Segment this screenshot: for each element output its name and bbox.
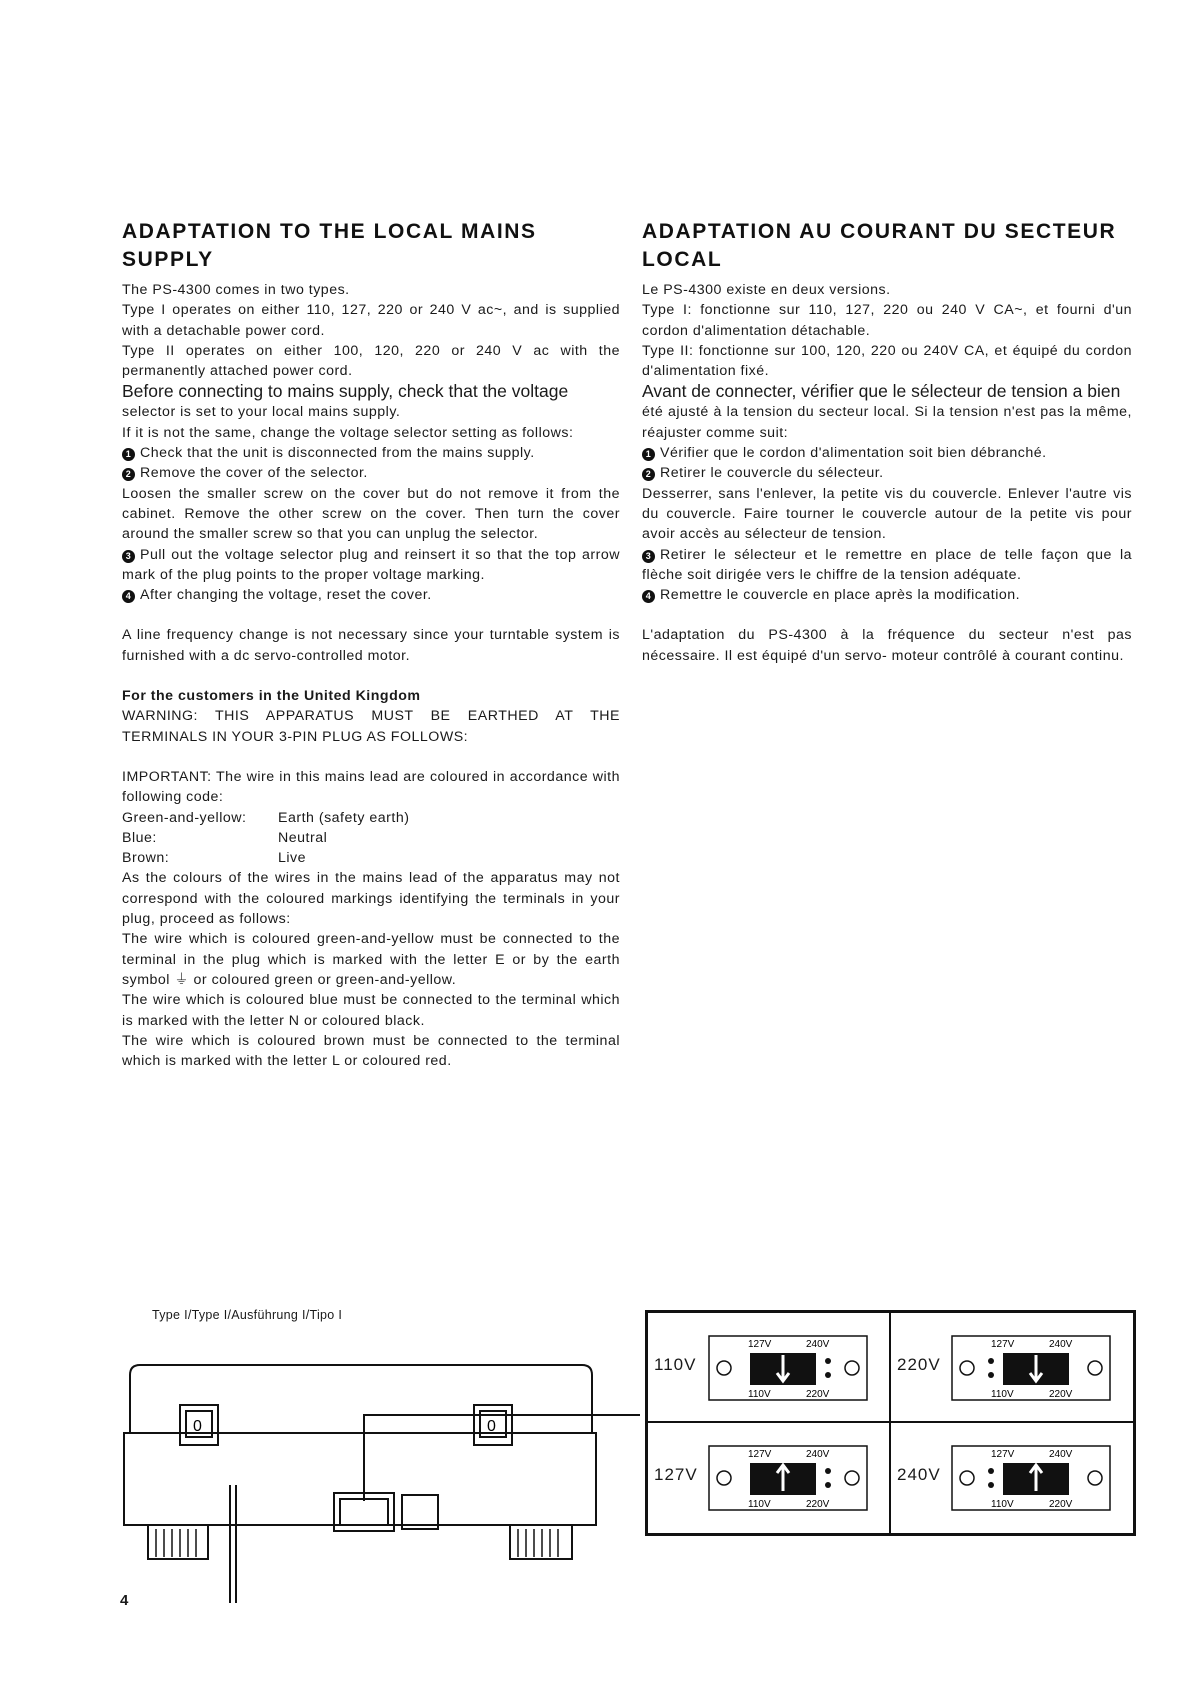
turntable-rear-illustration [120,1355,640,1605]
french-p4: Avant de connecter, vérifier que le sélecteur de tension a bien [642,381,1121,402]
english-p2: Type I operates on either 110, 127, 220 or 240 V ac~, and is supplied with a detachable power cord. [122,302,620,339]
svg-text:240V: 240V [806,1339,830,1350]
step-number-icon: 1 [642,448,655,461]
english-p4: Before connecting to mains supply, check that the voltage [122,381,569,402]
french-step-2b: Desserrer, sans l'enlever, la petite vis du couvercle. Enlever l'autre vis du couvercle. Faire tourner le couvercle autour de la petite vis pour avoir accès au sélecteur de tension. [642,485,1132,543]
voltage-selector-icon [708,1335,868,1401]
step-number-icon: 2 [642,468,655,481]
plug-label-right: 0 [487,1418,496,1435]
english-p10: The wire which is coloured blue must be connected to the terminal which is marked with the letter N or coloured black. [122,992,620,1029]
english-p8: As the colours of the wires in the mains lead of the apparatus may not correspond with the coloured markings identifying the terminals in your plug, proceed as follows: [122,870,620,928]
svg-text:220V: 220V [1049,1499,1073,1510]
selector-cell-110v [648,1313,890,1421]
english-p3: Type II operates on either 100, 120, 220 or 240 V ac with the permanently attached power cord. [122,342,620,380]
english-step-4: 4 After changing the voltage, reset the cover. [122,585,620,605]
svg-text:220V: 220V [806,1499,830,1510]
svg-text:110V: 110V [748,1499,771,1510]
page-number: 4 [120,1592,129,1609]
svg-text:127V: 127V [991,1339,1015,1350]
svg-text:240V: 240V [1049,1339,1073,1350]
plug-label-left: 0 [193,1418,202,1435]
english-column [122,218,620,1071]
step-number-icon: 1 [122,448,135,461]
french-column [642,218,1132,666]
step-number-icon: 2 [122,468,135,481]
french-p1: Le PS-4300 existe en deux versions. [642,282,891,298]
english-p5: selector is set to your local mains supply. [122,404,401,421]
english-step-2: 2 Remove the cover of the selector. [122,463,620,483]
code-row: Green-and-yellow: Earth (safety earth) [122,809,410,826]
french-step-2: 2 Retirer le couvercle du sélecteur. [642,463,1132,483]
svg-text:240V: 240V [806,1449,830,1460]
svg-text:127V: 127V [991,1449,1015,1460]
english-step-2b: Loosen the smaller screw on the cover but do not remove it from the cabinet. Remove the other screw on the cover. Then turn the cover around the smaller screw so that you can unplug the selector. [122,485,620,543]
step-number-icon: 3 [122,550,135,563]
svg-text:110V: 110V [991,1499,1014,1510]
voltage-selector-icon [951,1445,1111,1511]
english-p9: The wire which is coloured green-and-yellow must be connected to the terminal in the plug which is marked with the letter E or by the earth symbol ⏚ or coloured green or green-and-yellow. [122,931,620,988]
step-number-icon: 3 [642,550,655,563]
selector-cell-240v [891,1423,1133,1531]
svg-text:127V: 127V [748,1339,772,1350]
svg-text:220V: 220V [1049,1389,1073,1400]
step-number-icon: 4 [642,590,655,603]
important-note: IMPORTANT: The wire in this mains lead are coloured in accordance with following code: [122,768,620,806]
english-title: ADAPTATION TO THE LOCAL MAINS SUPPLY [122,220,537,271]
step-number-icon: 4 [122,590,135,603]
french-p6: L'adaptation du PS-4300 à la fréquence du secteur n'est pas nécessaire. Il est équipé d'un servo- moteur contrôlé à courant continu. [642,627,1132,664]
english-p11: The wire which is coloured brown must be connected to the terminal which is marked with the letter L or coloured red. [122,1032,620,1070]
svg-text:110V: 110V [991,1389,1014,1400]
selector-voltage-label: 220V [897,1355,941,1374]
selector-cell-220v [891,1313,1133,1421]
french-step-3: 3 Retirer le sélecteur et le remettre en place de telle façon que la flèche soit dirigée vers le chiffre de la tension adéquate. [642,546,1132,583]
selector-voltage-label: 127V [654,1465,698,1484]
english-p1: The PS-4300 comes in two types. [122,282,350,298]
french-p2: Type I: fonctionne sur 110, 127, 220 ou 240 V CA~, et fourni d'un cordon d'alimentation détachable. [642,302,1132,339]
uk-heading: For the customers in the United Kingdom [122,688,421,705]
selector-voltage-label: 110V [654,1355,697,1374]
french-title: ADAPTATION AU COURANT DU SECTEUR LOCAL [642,220,1117,271]
figure-caption: Type I/Type I/Ausführung I/Tipo I [152,1308,343,1322]
svg-text:240V: 240V [1049,1449,1073,1460]
english-p6: If it is not the same, change the voltage selector setting as follows: [122,424,574,441]
svg-text:127V: 127V [748,1449,772,1460]
svg-text:110V: 110V [748,1389,771,1400]
english-p7: A line frequency change is not necessary since your turntable system is furnished with a dc servo-controlled motor. [122,627,620,664]
french-p3: Type II: fonctionne sur 100, 120, 220 ou 240V CA, et équipé du cordon d'alimentation fixé. [642,342,1132,380]
english-step-3: 3 Pull out the voltage selector plug and reinsert it so that the top arrow mark of the plug points to the proper voltage marking. [122,546,620,583]
selector-voltage-label: 240V [897,1465,941,1484]
voltage-selector-icon [951,1335,1111,1401]
svg-text:220V: 220V [806,1389,830,1400]
voltage-selector-grid [645,1310,1136,1536]
french-step-1: 1 Vérifier que le cordon d'alimentation soit bien débranché. [642,443,1132,463]
english-step-1: 1 Check that the unit is disconnected from the mains supply. [122,443,620,463]
code-row: Blue: Neutral [122,829,328,846]
french-step-4: 4 Remettre le couvercle en place après la modification. [642,585,1132,605]
selector-cell-127v [648,1423,890,1531]
code-row: Brown: Live [122,850,307,867]
voltage-selector-icon [708,1445,868,1511]
uk-warning: WARNING: THIS APPARATUS MUST BE EARTHED AT THE TERMINALS IN YOUR 3-PIN PLUG AS FOLLOWS: [122,708,620,745]
french-p5: été ajusté à la tension du secteur local. Si la tension n'est pas la même, réajuster comme suit: [642,404,1132,441]
